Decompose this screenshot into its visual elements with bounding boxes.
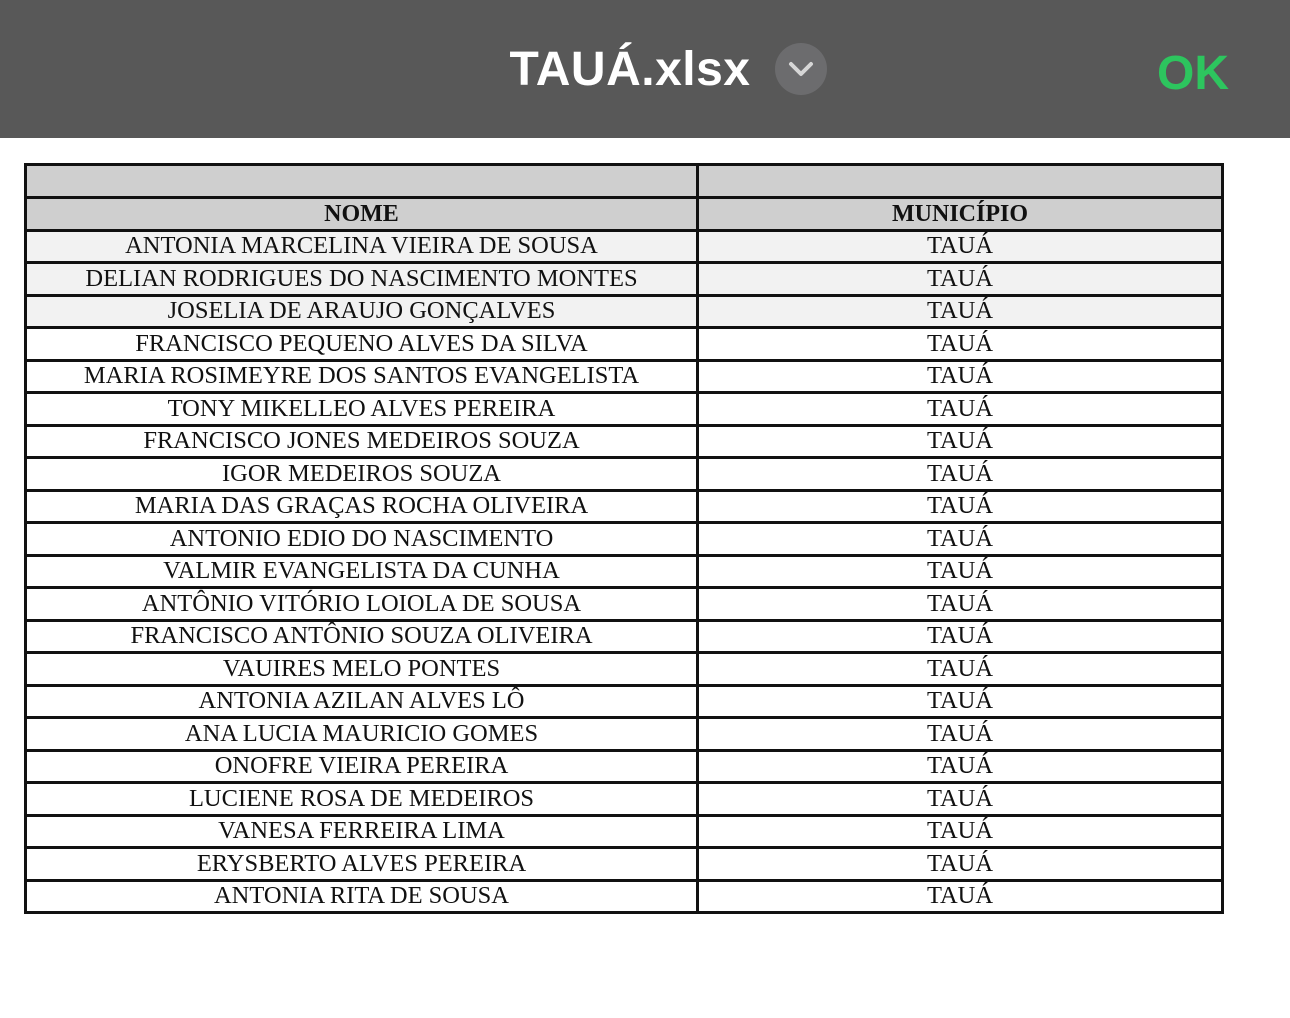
table-row: [26, 230, 1223, 263]
cell-nome: VANESA FERREIRA LIMA: [26, 815, 698, 848]
cell-nome: ONOFRE VIEIRA PEREIRA: [26, 750, 698, 783]
table-row: [26, 685, 1223, 718]
table-row: [26, 490, 1223, 523]
table-row: [26, 555, 1223, 588]
cell-nome: ANTONIA AZILAN ALVES LÔ: [26, 685, 698, 718]
cell-nome: FRANCISCO PEQUENO ALVES DA SILVA: [26, 328, 698, 361]
file-options-dropdown[interactable]: [775, 43, 827, 95]
spreadsheet-preview[interactable]: [24, 163, 1224, 914]
table-row: [26, 783, 1223, 816]
cell-municipio: TAUÁ: [698, 880, 1223, 913]
cell-municipio: TAUÁ: [698, 458, 1223, 491]
table-row: [26, 523, 1223, 556]
cell-municipio: TAUÁ: [698, 555, 1223, 588]
table-row: [26, 425, 1223, 458]
table-row: [26, 588, 1223, 621]
cell-nome: ANA LUCIA MAURICIO GOMES: [26, 718, 698, 751]
cell-nome: ANTONIA RITA DE SOUSA: [26, 880, 698, 913]
cell-municipio: TAUÁ: [698, 360, 1223, 393]
cell-nome: VAUIRES MELO PONTES: [26, 653, 698, 686]
cell-municipio: TAUÁ: [698, 425, 1223, 458]
cell-municipio: TAUÁ: [698, 328, 1223, 361]
cell-nome: FRANCISCO ANTÔNIO SOUZA OLIVEIRA: [26, 620, 698, 653]
cell-municipio: TAUÁ: [698, 783, 1223, 816]
table-row: [26, 718, 1223, 751]
column-header-nome: NOME: [26, 198, 698, 231]
cell-nome: VALMIR EVANGELISTA DA CUNHA: [26, 555, 698, 588]
table-row: [26, 620, 1223, 653]
table-body: [26, 230, 1223, 913]
data-table: [24, 163, 1224, 914]
cell-municipio: TAUÁ: [698, 815, 1223, 848]
table-row: [26, 458, 1223, 491]
ok-button[interactable]: OK: [1157, 47, 1229, 100]
table-row: [26, 880, 1223, 913]
cell-nome: ANTONIO EDIO DO NASCIMENTO: [26, 523, 698, 556]
cell-municipio: TAUÁ: [698, 653, 1223, 686]
table-row: [26, 328, 1223, 361]
table-row: [26, 750, 1223, 783]
cell-municipio: TAUÁ: [698, 588, 1223, 621]
cell-nome: MARIA DAS GRAÇAS ROCHA OLIVEIRA: [26, 490, 698, 523]
cell-nome: ANTONIA MARCELINA VIEIRA DE SOUSA: [26, 230, 698, 263]
cell-municipio: TAUÁ: [698, 848, 1223, 881]
cell-municipio: TAUÁ: [698, 393, 1223, 426]
cell-municipio: TAUÁ: [698, 230, 1223, 263]
table-row: [26, 263, 1223, 296]
cell-nome: DELIAN RODRIGUES DO NASCIMENTO MONTES: [26, 263, 698, 296]
cell-municipio: TAUÁ: [698, 620, 1223, 653]
table-cell: [26, 165, 698, 198]
table-row: [26, 360, 1223, 393]
cell-municipio: TAUÁ: [698, 750, 1223, 783]
cell-nome: FRANCISCO JONES MEDEIROS SOUZA: [26, 425, 698, 458]
cell-municipio: TAUÁ: [698, 490, 1223, 523]
table-row: [26, 848, 1223, 881]
cell-municipio: TAUÁ: [698, 263, 1223, 296]
cell-nome: ERYSBERTO ALVES PEREIRA: [26, 848, 698, 881]
viewer-header: [0, 0, 1290, 138]
cell-nome: MARIA ROSIMEYRE DOS SANTOS EVANGELISTA: [26, 360, 698, 393]
cell-municipio: TAUÁ: [698, 523, 1223, 556]
table-row: [26, 295, 1223, 328]
cell-municipio: TAUÁ: [698, 718, 1223, 751]
cell-municipio: TAUÁ: [698, 685, 1223, 718]
table-row: [26, 815, 1223, 848]
table-blank-header-row: [26, 165, 1223, 198]
cell-municipio: TAUÁ: [698, 295, 1223, 328]
table-row: [26, 393, 1223, 426]
table-header-row: [26, 198, 1223, 231]
column-header-municipio: MUNICÍPIO: [698, 198, 1223, 231]
table-row: [26, 653, 1223, 686]
cell-nome: JOSELIA DE ARAUJO GONÇALVES: [26, 295, 698, 328]
cell-nome: TONY MIKELLEO ALVES PEREIRA: [26, 393, 698, 426]
table-cell: [698, 165, 1223, 198]
chevron-down-icon: [788, 61, 814, 77]
cell-nome: IGOR MEDEIROS SOUZA: [26, 458, 698, 491]
cell-nome: ANTÔNIO VITÓRIO LOIOLA DE SOUSA: [26, 588, 698, 621]
cell-nome: LUCIENE ROSA DE MEDEIROS: [26, 783, 698, 816]
title-group: [0, 0, 1290, 138]
file-title[interactable]: TAUÁ.xlsx: [509, 42, 751, 96]
